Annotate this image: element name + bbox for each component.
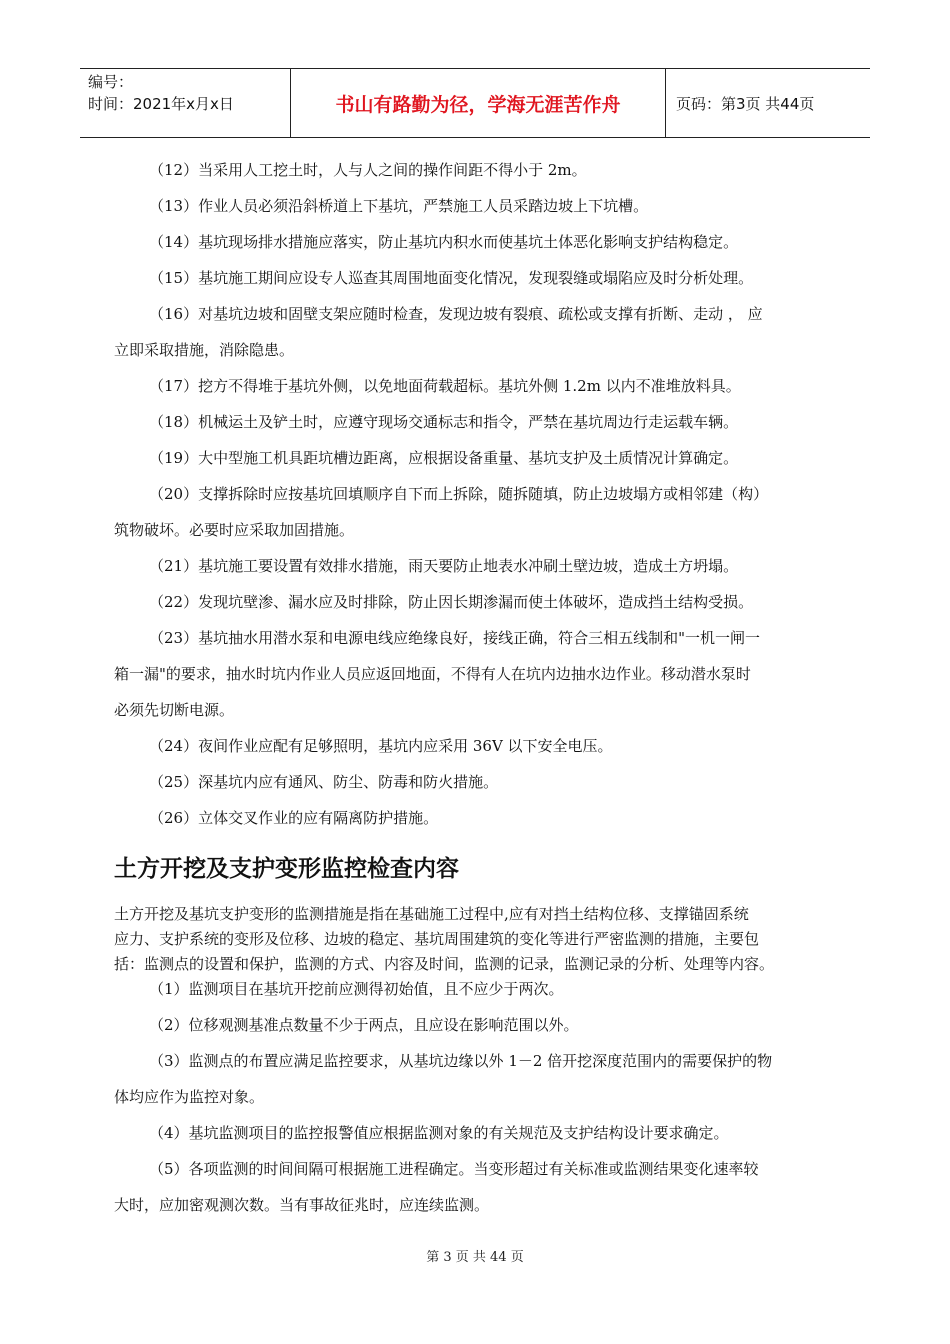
monitoring-item-continuation: 大时，应加密观测次数。当有事故征兆时，应连续监测。 bbox=[114, 1196, 490, 1214]
list-item: （26）立体交叉作业的应有隔离防护措施。 bbox=[149, 809, 439, 827]
doc-code-label: 编号： bbox=[88, 73, 134, 91]
section-title: 土方开挖及支护变形监控检查内容 bbox=[114, 856, 459, 882]
monitoring-item: （1）监测项目在基坑开挖前应测得初始值，且不应少于两次。 bbox=[149, 980, 564, 998]
list-item-continuation: 立即采取措施，消除隐患。 bbox=[114, 341, 295, 359]
header-page-info: 页码：第3页 共44页 bbox=[676, 94, 815, 113]
page-footer: 第 3 页 共 44 页 bbox=[426, 1250, 524, 1265]
page-header bbox=[80, 68, 870, 138]
list-item-continuation: 箱一漏"的要求，抽水时坑内作业人员应返回地面，不得有人在坑内边抽水边作业。移动潜水泵时 bbox=[114, 665, 751, 683]
list-item: （23）基坑抽水用潜水泵和电源电线应绝缘良好，接线正确，符合三相五线制和"一机一闸一 bbox=[149, 629, 760, 647]
list-item: （16）对基坑边坡和固壁支架应随时检查，发现边坡有裂痕、疏松或支撑有折断、走动 ， 应 bbox=[149, 305, 763, 323]
list-item: （13）作业人员必须沿斜桥道上下基坑，严禁施工人员采踏边坡上下坑槽。 bbox=[149, 197, 649, 215]
list-item: （22）发现坑壁渗、漏水应及时排除，防止因长期渗漏而使土体破坏，造成挡土结构受损。 bbox=[149, 593, 754, 611]
intro-line: 括：监测点的设置和保护，监测的方式、内容及时间，监测的记录，监测记录的分析、处理等内容。 bbox=[114, 955, 775, 973]
intro-line: 应力、支护系统的变形及位移、边坡的稳定、基坑周围建筑的变化等进行严密监测的措施，主要包 bbox=[114, 930, 760, 948]
list-item-continuation: 筑物破坏。必要时应采取加固措施。 bbox=[114, 521, 355, 539]
list-item: （17）挖方不得堆于基坑外侧，以免地面荷载超标。基坑外侧 1.2m 以内不准堆放料具。 bbox=[149, 377, 741, 395]
list-item: （19）大中型施工机具距坑槽边距离，应根据设备重量、基坑支护及土质情况计算确定。 bbox=[149, 449, 739, 467]
header-meta bbox=[80, 69, 291, 137]
intro-line: 土方开挖及基坑支护变形的监测措施是指在基础施工过程中,应有对挡土结构位移、支撑锚固系统 bbox=[114, 905, 749, 923]
monitoring-item-continuation: 体均应作为监控对象。 bbox=[114, 1088, 265, 1106]
list-item: （20）支撑拆除时应按基坑回填顺序自下而上拆除，随拆随填，防止边坡塌方或相邻建（构） bbox=[149, 485, 769, 503]
list-item-continuation: 必须先切断电源。 bbox=[114, 701, 235, 719]
doc-date-label: 时间：2021年x月x日 bbox=[88, 95, 234, 113]
document-body bbox=[114, 152, 840, 1223]
list-item: （25）深基坑内应有通风、防尘、防毒和防火措施。 bbox=[149, 773, 499, 791]
monitoring-item: （4）基坑监测项目的监控报警值应根据监测对象的有关规范及支护结构设计要求确定。 bbox=[149, 1124, 729, 1142]
list-item: （14）基坑现场排水措施应落实，防止基坑内积水而使基坑土体恶化影响支护结构稳定。 bbox=[149, 233, 739, 251]
list-item: （12）当采用人工挖土时，人与人之间的操作间距不得小于 2m。 bbox=[149, 161, 587, 179]
header-motto: 书山有路勤为径，学海无涯苦作舟 bbox=[291, 69, 666, 137]
monitoring-item: （5）各项监测的时间间隔可根据施工进程确定。当变形超过有关标准或监测结果变化速率较 bbox=[149, 1160, 759, 1178]
monitoring-item: （2）位移观测基准点数量不少于两点，且应设在影响范围以外。 bbox=[149, 1016, 579, 1034]
list-item: （24）夜间作业应配有足够照明，基坑内应采用 36V 以下安全电压。 bbox=[149, 737, 613, 755]
monitoring-item: （3）监测点的布置应满足监控要求，从基坑边缘以外 1－2 倍开挖深度范围内的需要保护的物 bbox=[149, 1052, 773, 1070]
list-item: （15）基坑施工期间应设专人巡查其周围地面变化情况，发现裂缝或塌陷应及时分析处理。 bbox=[149, 269, 754, 287]
list-item: （21）基坑施工要设置有效排水措施，雨天要防止地表水冲刷土壁边坡，造成土方坍塌。 bbox=[149, 557, 739, 575]
list-item: （18）机械运土及铲土时，应遵守现场交通标志和指令，严禁在基坑周边行走运载车辆。 bbox=[149, 413, 739, 431]
